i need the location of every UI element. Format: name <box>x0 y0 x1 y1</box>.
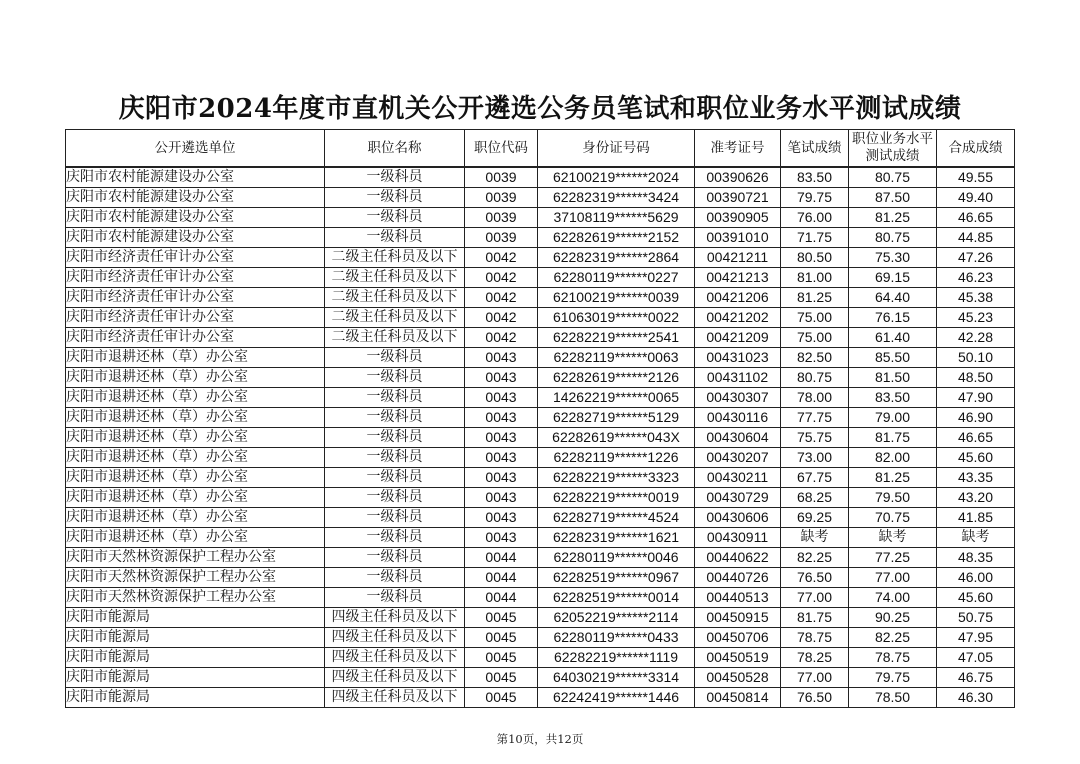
cell-skill-test-score: 80.75 <box>849 167 937 188</box>
table-row <box>66 648 1015 668</box>
header-written-score: 笔试成绩 <box>781 130 849 168</box>
cell-skill-test-score: 74.00 <box>849 588 937 608</box>
cell-position: 一级科员 <box>325 428 465 448</box>
cell-unit: 庆阳市天然林资源保护工程办公室 <box>66 588 325 608</box>
cell-unit: 庆阳市退耕还林（草）办公室 <box>66 368 325 388</box>
cell-exam-number: 00440513 <box>695 588 781 608</box>
cell-written-score: 83.50 <box>781 167 849 188</box>
cell-position-code: 0043 <box>465 508 538 528</box>
cell-total-score: 47.95 <box>937 628 1015 648</box>
cell-position: 一级科员 <box>325 448 465 468</box>
cell-unit: 庆阳市退耕还林（草）办公室 <box>66 448 325 468</box>
cell-total-score: 48.35 <box>937 548 1015 568</box>
cell-exam-number: 00430604 <box>695 428 781 448</box>
cell-id-number: 62052219******2114 <box>538 608 695 628</box>
cell-unit: 庆阳市能源局 <box>66 648 325 668</box>
cell-position-code: 0045 <box>465 648 538 668</box>
cell-position-code: 0043 <box>465 448 538 468</box>
cell-position-code: 0044 <box>465 588 538 608</box>
cell-written-score: 78.00 <box>781 388 849 408</box>
cell-exam-number: 00430207 <box>695 448 781 468</box>
cell-skill-test-score: 82.25 <box>849 628 937 648</box>
cell-position-code: 0042 <box>465 308 538 328</box>
cell-position: 二级主任科员及以下 <box>325 288 465 308</box>
cell-skill-test-score: 81.25 <box>849 468 937 488</box>
cell-position: 四级主任科员及以下 <box>325 688 465 708</box>
cell-written-score: 76.50 <box>781 688 849 708</box>
cell-unit: 庆阳市经济责任审计办公室 <box>66 268 325 288</box>
cell-exam-number: 00430307 <box>695 388 781 408</box>
table-row <box>66 488 1015 508</box>
cell-position: 一级科员 <box>325 588 465 608</box>
cell-position: 一级科员 <box>325 468 465 488</box>
cell-skill-test-score: 69.15 <box>849 268 937 288</box>
cell-id-number: 62242419******1446 <box>538 688 695 708</box>
cell-exam-number: 00450814 <box>695 688 781 708</box>
cell-position: 四级主任科员及以下 <box>325 608 465 628</box>
cell-unit: 庆阳市经济责任审计办公室 <box>66 328 325 348</box>
cell-exam-number: 00440622 <box>695 548 781 568</box>
header-row <box>66 130 1015 168</box>
cell-position: 四级主任科员及以下 <box>325 628 465 648</box>
cell-skill-test-score: 81.75 <box>849 428 937 448</box>
cell-total-score: 46.75 <box>937 668 1015 688</box>
cell-skill-test-score: 70.75 <box>849 508 937 528</box>
cell-total-score: 44.85 <box>937 228 1015 248</box>
cell-unit: 庆阳市能源局 <box>66 668 325 688</box>
table-row <box>66 448 1015 468</box>
cell-position: 二级主任科员及以下 <box>325 248 465 268</box>
cell-position-code: 0043 <box>465 348 538 368</box>
table-row <box>66 548 1015 568</box>
cell-exam-number: 00421206 <box>695 288 781 308</box>
cell-total-score: 46.23 <box>937 268 1015 288</box>
table-row <box>66 167 1015 188</box>
cell-unit: 庆阳市天然林资源保护工程办公室 <box>66 548 325 568</box>
table-body <box>66 167 1015 708</box>
cell-skill-test-score: 83.50 <box>849 388 937 408</box>
cell-unit: 庆阳市农村能源建设办公室 <box>66 188 325 208</box>
cell-exam-number: 00390721 <box>695 188 781 208</box>
cell-total-score: 42.28 <box>937 328 1015 348</box>
cell-unit: 庆阳市退耕还林（草）办公室 <box>66 488 325 508</box>
cell-unit: 庆阳市退耕还林（草）办公室 <box>66 348 325 368</box>
cell-total-score: 46.65 <box>937 428 1015 448</box>
cell-total-score: 49.40 <box>937 188 1015 208</box>
cell-position-code: 0042 <box>465 328 538 348</box>
cell-exam-number: 00391010 <box>695 228 781 248</box>
cell-position: 二级主任科员及以下 <box>325 308 465 328</box>
table-row <box>66 428 1015 448</box>
cell-skill-test-score: 79.50 <box>849 488 937 508</box>
cell-position-code: 0045 <box>465 668 538 688</box>
cell-position: 一级科员 <box>325 368 465 388</box>
cell-position-code: 0039 <box>465 167 538 188</box>
cell-id-number: 62282219******2541 <box>538 328 695 348</box>
cell-written-score: 77.75 <box>781 408 849 428</box>
cell-position: 四级主任科员及以下 <box>325 648 465 668</box>
header-skill-test-score: 职位业务水平测试成绩 <box>849 130 937 168</box>
cell-position: 一级科员 <box>325 408 465 428</box>
cell-id-number: 62280119******0046 <box>538 548 695 568</box>
table-row <box>66 628 1015 648</box>
table-row <box>66 268 1015 288</box>
cell-written-score: 77.00 <box>781 668 849 688</box>
cell-position-code: 0039 <box>465 188 538 208</box>
cell-unit: 庆阳市农村能源建设办公室 <box>66 228 325 248</box>
cell-written-score: 75.75 <box>781 428 849 448</box>
cell-total-score: 48.50 <box>937 368 1015 388</box>
cell-unit: 庆阳市经济责任审计办公室 <box>66 248 325 268</box>
cell-skill-test-score: 90.25 <box>849 608 937 628</box>
cell-unit: 庆阳市经济责任审计办公室 <box>66 288 325 308</box>
cell-total-score: 50.10 <box>937 348 1015 368</box>
table-row <box>66 368 1015 388</box>
cell-id-number: 62282219******1119 <box>538 648 695 668</box>
page-footer: 第10页，共12页 <box>496 732 584 746</box>
cell-total-score: 45.60 <box>937 448 1015 468</box>
cell-position: 一级科员 <box>325 188 465 208</box>
cell-written-score: 81.00 <box>781 268 849 288</box>
cell-id-number: 14262219******0065 <box>538 388 695 408</box>
cell-id-number: 62100219******0039 <box>538 288 695 308</box>
cell-skill-test-score: 缺考 <box>849 528 937 548</box>
cell-position: 一级科员 <box>325 208 465 228</box>
cell-id-number: 62282519******0967 <box>538 568 695 588</box>
cell-skill-test-score: 81.25 <box>849 208 937 228</box>
cell-skill-test-score: 78.50 <box>849 688 937 708</box>
cell-exam-number: 00430211 <box>695 468 781 488</box>
cell-total-score: 46.30 <box>937 688 1015 708</box>
cell-written-score: 78.75 <box>781 628 849 648</box>
cell-unit: 庆阳市退耕还林（草）办公室 <box>66 428 325 448</box>
cell-total-score: 49.55 <box>937 167 1015 188</box>
cell-id-number: 62280119******0433 <box>538 628 695 648</box>
cell-total-score: 47.26 <box>937 248 1015 268</box>
cell-exam-number: 00450519 <box>695 648 781 668</box>
cell-exam-number: 00450528 <box>695 668 781 688</box>
header-unit: 公开遴选单位 <box>66 130 325 168</box>
header-position: 职位名称 <box>325 130 465 168</box>
table-row <box>66 328 1015 348</box>
cell-id-number: 62282719******4524 <box>538 508 695 528</box>
results-table <box>65 129 1015 708</box>
cell-exam-number: 00390626 <box>695 167 781 188</box>
cell-unit: 庆阳市经济责任审计办公室 <box>66 308 325 328</box>
cell-unit: 庆阳市退耕还林（草）办公室 <box>66 508 325 528</box>
cell-skill-test-score: 81.50 <box>849 368 937 388</box>
cell-skill-test-score: 78.75 <box>849 648 937 668</box>
cell-written-score: 76.00 <box>781 208 849 228</box>
cell-skill-test-score: 82.00 <box>849 448 937 468</box>
cell-total-score: 45.60 <box>937 588 1015 608</box>
cell-total-score: 47.90 <box>937 388 1015 408</box>
cell-exam-number: 00390905 <box>695 208 781 228</box>
header-total-score: 合成成绩 <box>937 130 1015 168</box>
cell-total-score: 43.20 <box>937 488 1015 508</box>
cell-written-score: 81.75 <box>781 608 849 628</box>
cell-unit: 庆阳市退耕还林（草）办公室 <box>66 528 325 548</box>
cell-position-code: 0043 <box>465 368 538 388</box>
cell-written-score: 78.25 <box>781 648 849 668</box>
cell-exam-number: 00450915 <box>695 608 781 628</box>
cell-total-score: 缺考 <box>937 528 1015 548</box>
cell-position: 一级科员 <box>325 388 465 408</box>
cell-skill-test-score: 76.15 <box>849 308 937 328</box>
cell-written-score: 71.75 <box>781 228 849 248</box>
cell-written-score: 缺考 <box>781 528 849 548</box>
cell-skill-test-score: 85.50 <box>849 348 937 368</box>
cell-total-score: 41.85 <box>937 508 1015 528</box>
cell-written-score: 76.50 <box>781 568 849 588</box>
cell-written-score: 69.25 <box>781 508 849 528</box>
cell-position: 一级科员 <box>325 528 465 548</box>
cell-id-number: 62282119******1226 <box>538 448 695 468</box>
table-row <box>66 508 1015 528</box>
page-title: 庆阳市2024年度市直机关公开遴选公务员笔试和职位业务水平测试成绩 <box>118 94 962 124</box>
table-row <box>66 208 1015 228</box>
cell-id-number: 62282719******5129 <box>538 408 695 428</box>
cell-skill-test-score: 79.00 <box>849 408 937 428</box>
cell-position: 一级科员 <box>325 228 465 248</box>
cell-position-code: 0045 <box>465 628 538 648</box>
cell-position: 四级主任科员及以下 <box>325 668 465 688</box>
cell-skill-test-score: 64.40 <box>849 288 937 308</box>
cell-total-score: 43.35 <box>937 468 1015 488</box>
cell-id-number: 62282219******3323 <box>538 468 695 488</box>
cell-position-code: 0039 <box>465 208 538 228</box>
cell-skill-test-score: 61.40 <box>849 328 937 348</box>
cell-exam-number: 00450706 <box>695 628 781 648</box>
cell-id-number: 62282619******043X <box>538 428 695 448</box>
cell-id-number: 62282319******1621 <box>538 528 695 548</box>
table-row <box>66 288 1015 308</box>
cell-id-number: 62282319******2864 <box>538 248 695 268</box>
cell-position-code: 0042 <box>465 288 538 308</box>
cell-id-number: 62280119******0227 <box>538 268 695 288</box>
cell-position: 一级科员 <box>325 508 465 528</box>
table-row <box>66 688 1015 708</box>
cell-position-code: 0043 <box>465 468 538 488</box>
cell-unit: 庆阳市退耕还林（草）办公室 <box>66 468 325 488</box>
cell-id-number: 61063019******0022 <box>538 308 695 328</box>
table-row <box>66 528 1015 548</box>
table-row <box>66 408 1015 428</box>
cell-unit: 庆阳市农村能源建设办公室 <box>66 208 325 228</box>
table-row <box>66 388 1015 408</box>
cell-total-score: 46.00 <box>937 568 1015 588</box>
cell-id-number: 62282119******0063 <box>538 348 695 368</box>
table-row <box>66 468 1015 488</box>
cell-total-score: 47.05 <box>937 648 1015 668</box>
cell-id-number: 62100219******2024 <box>538 167 695 188</box>
cell-written-score: 79.75 <box>781 188 849 208</box>
cell-id-number: 62282619******2152 <box>538 228 695 248</box>
table-row <box>66 348 1015 368</box>
cell-unit: 庆阳市能源局 <box>66 628 325 648</box>
cell-total-score: 45.23 <box>937 308 1015 328</box>
cell-id-number: 62282319******3424 <box>538 188 695 208</box>
cell-written-score: 68.25 <box>781 488 849 508</box>
table-row <box>66 228 1015 248</box>
cell-exam-number: 00430116 <box>695 408 781 428</box>
cell-position: 二级主任科员及以下 <box>325 328 465 348</box>
table-row <box>66 188 1015 208</box>
cell-exam-number: 00431102 <box>695 368 781 388</box>
cell-id-number: 62282219******0019 <box>538 488 695 508</box>
cell-total-score: 46.90 <box>937 408 1015 428</box>
header-id-number: 身份证号码 <box>538 130 695 168</box>
table-row <box>66 308 1015 328</box>
cell-position-code: 0042 <box>465 268 538 288</box>
cell-unit: 庆阳市农村能源建设办公室 <box>66 167 325 188</box>
cell-position-code: 0043 <box>465 408 538 428</box>
cell-position-code: 0043 <box>465 388 538 408</box>
cell-id-number: 37108119******5629 <box>538 208 695 228</box>
table-row <box>66 608 1015 628</box>
cell-unit: 庆阳市能源局 <box>66 688 325 708</box>
cell-exam-number: 00421202 <box>695 308 781 328</box>
cell-unit: 庆阳市天然林资源保护工程办公室 <box>66 568 325 588</box>
cell-written-score: 77.00 <box>781 588 849 608</box>
cell-written-score: 80.50 <box>781 248 849 268</box>
cell-written-score: 67.75 <box>781 468 849 488</box>
cell-skill-test-score: 77.25 <box>849 548 937 568</box>
cell-written-score: 80.75 <box>781 368 849 388</box>
cell-total-score: 45.38 <box>937 288 1015 308</box>
cell-position: 一级科员 <box>325 568 465 588</box>
table-row <box>66 568 1015 588</box>
cell-skill-test-score: 80.75 <box>849 228 937 248</box>
cell-position-code: 0043 <box>465 528 538 548</box>
cell-id-number: 64030219******3314 <box>538 668 695 688</box>
cell-position: 一级科员 <box>325 548 465 568</box>
cell-exam-number: 00421209 <box>695 328 781 348</box>
cell-position-code: 0044 <box>465 548 538 568</box>
cell-exam-number: 00440726 <box>695 568 781 588</box>
cell-total-score: 46.65 <box>937 208 1015 228</box>
cell-unit: 庆阳市退耕还林（草）办公室 <box>66 408 325 428</box>
cell-position: 一级科员 <box>325 488 465 508</box>
cell-position-code: 0045 <box>465 688 538 708</box>
cell-exam-number: 00431023 <box>695 348 781 368</box>
cell-position-code: 0043 <box>465 488 538 508</box>
table-row <box>66 668 1015 688</box>
cell-position: 一级科员 <box>325 167 465 188</box>
cell-skill-test-score: 75.30 <box>849 248 937 268</box>
cell-written-score: 82.50 <box>781 348 849 368</box>
cell-written-score: 75.00 <box>781 328 849 348</box>
cell-exam-number: 00430729 <box>695 488 781 508</box>
cell-unit: 庆阳市能源局 <box>66 608 325 628</box>
cell-position-code: 0042 <box>465 248 538 268</box>
cell-position-code: 0039 <box>465 228 538 248</box>
table-row <box>66 588 1015 608</box>
cell-position: 一级科员 <box>325 348 465 368</box>
cell-written-score: 82.25 <box>781 548 849 568</box>
cell-position-code: 0045 <box>465 608 538 628</box>
header-exam-number: 准考证号 <box>695 130 781 168</box>
cell-written-score: 81.25 <box>781 288 849 308</box>
cell-skill-test-score: 79.75 <box>849 668 937 688</box>
cell-skill-test-score: 87.50 <box>849 188 937 208</box>
cell-id-number: 62282619******2126 <box>538 368 695 388</box>
table-row <box>66 248 1015 268</box>
cell-position-code: 0044 <box>465 568 538 588</box>
cell-exam-number: 00421213 <box>695 268 781 288</box>
cell-id-number: 62282519******0014 <box>538 588 695 608</box>
cell-exam-number: 00421211 <box>695 248 781 268</box>
cell-unit: 庆阳市退耕还林（草）办公室 <box>66 388 325 408</box>
header-position-code: 职位代码 <box>465 130 538 168</box>
cell-position: 二级主任科员及以下 <box>325 268 465 288</box>
cell-position-code: 0043 <box>465 428 538 448</box>
cell-skill-test-score: 77.00 <box>849 568 937 588</box>
cell-written-score: 75.00 <box>781 308 849 328</box>
cell-total-score: 50.75 <box>937 608 1015 628</box>
cell-exam-number: 00430911 <box>695 528 781 548</box>
cell-exam-number: 00430606 <box>695 508 781 528</box>
cell-written-score: 73.00 <box>781 448 849 468</box>
